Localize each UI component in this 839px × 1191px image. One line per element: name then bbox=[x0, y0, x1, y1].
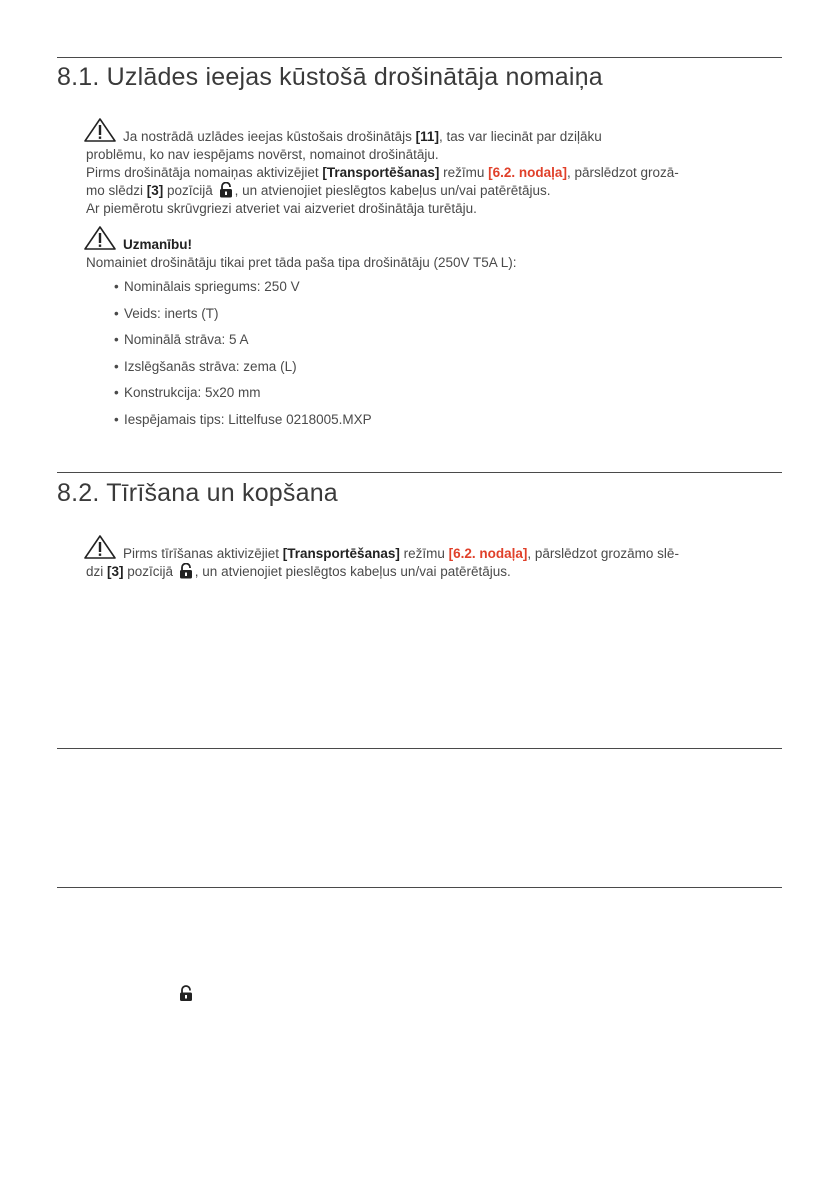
unlocked-padlock-icon bbox=[179, 563, 193, 579]
list-item: • Nominālais spriegums: 250 V bbox=[114, 278, 372, 305]
chapter-reference-link[interactable]: [6.2. nodaļa] bbox=[448, 546, 528, 561]
section-heading-8-1: 8.1. Uzlādes ieejas kūstošā drošinātāja nomaiņa bbox=[57, 63, 603, 91]
section-divider bbox=[57, 472, 782, 473]
caution-note bbox=[86, 225, 776, 272]
chapter-reference-link[interactable]: [6.2. nodaļa] bbox=[488, 165, 567, 180]
list-item: • Iespējamais tips: Littelfuse 0218005.MXP bbox=[114, 411, 372, 438]
section-divider bbox=[57, 748, 782, 749]
warning-triangle-icon bbox=[83, 225, 117, 251]
unlocked-padlock-icon bbox=[219, 182, 233, 198]
list-item: • Konstrukcija: 5x20 mm bbox=[114, 384, 372, 411]
warning-note: Pirms tīrīšanas aktivizējiet [Transportēšanas] režīmu [6.2. nodaļa], pārslēdzot grozāmo slē- dzi [3] pozīcijā , un atvienojiet pieslēgtos kabeļus un/vai patērētājus. bbox=[86, 534, 776, 581]
section-divider bbox=[57, 887, 782, 888]
list-item: • Nominālā strāva: 5 A bbox=[114, 331, 372, 358]
warning-note: Ja nostrādā uzlādes ieejas kūstošais drošinātājs [11], tas var liecināt par dziļāku problēmu, ko nav iespējams novērst, nomainot drošinātāju. Pirms drošinātāja nomaiņas aktivizējiet [Transportēšanas] režīmu [6.2. nodaļa], pārslēdzot grozā- mo slēdzi [3] pozīcijā , un atvienojiet pieslēgtos kabeļus un/vai patērētājus. Ar piemērotu skrūvgriezi atveriet vai aizveriet drošinātāja turētāju. bbox=[86, 117, 776, 218]
section-heading-8-2: 8.2. Tīrīšana un kopšana bbox=[57, 479, 338, 507]
list-item: • Izslēgšanās strāva: zema (L) bbox=[114, 358, 372, 385]
unlocked-padlock-icon bbox=[179, 985, 193, 1002]
caution-intro: Nomainiet drošinātāju tikai pret tāda paša tipa drošinātāju (250V T5A L): bbox=[86, 255, 517, 270]
list-item: • Veids: inerts (T) bbox=[114, 305, 372, 332]
warning-triangle-icon bbox=[83, 117, 117, 143]
section-divider bbox=[57, 57, 782, 58]
caution-title: Uzmanību! bbox=[123, 237, 192, 252]
fuse-spec-list bbox=[114, 278, 372, 437]
warning-triangle-icon bbox=[83, 534, 117, 560]
